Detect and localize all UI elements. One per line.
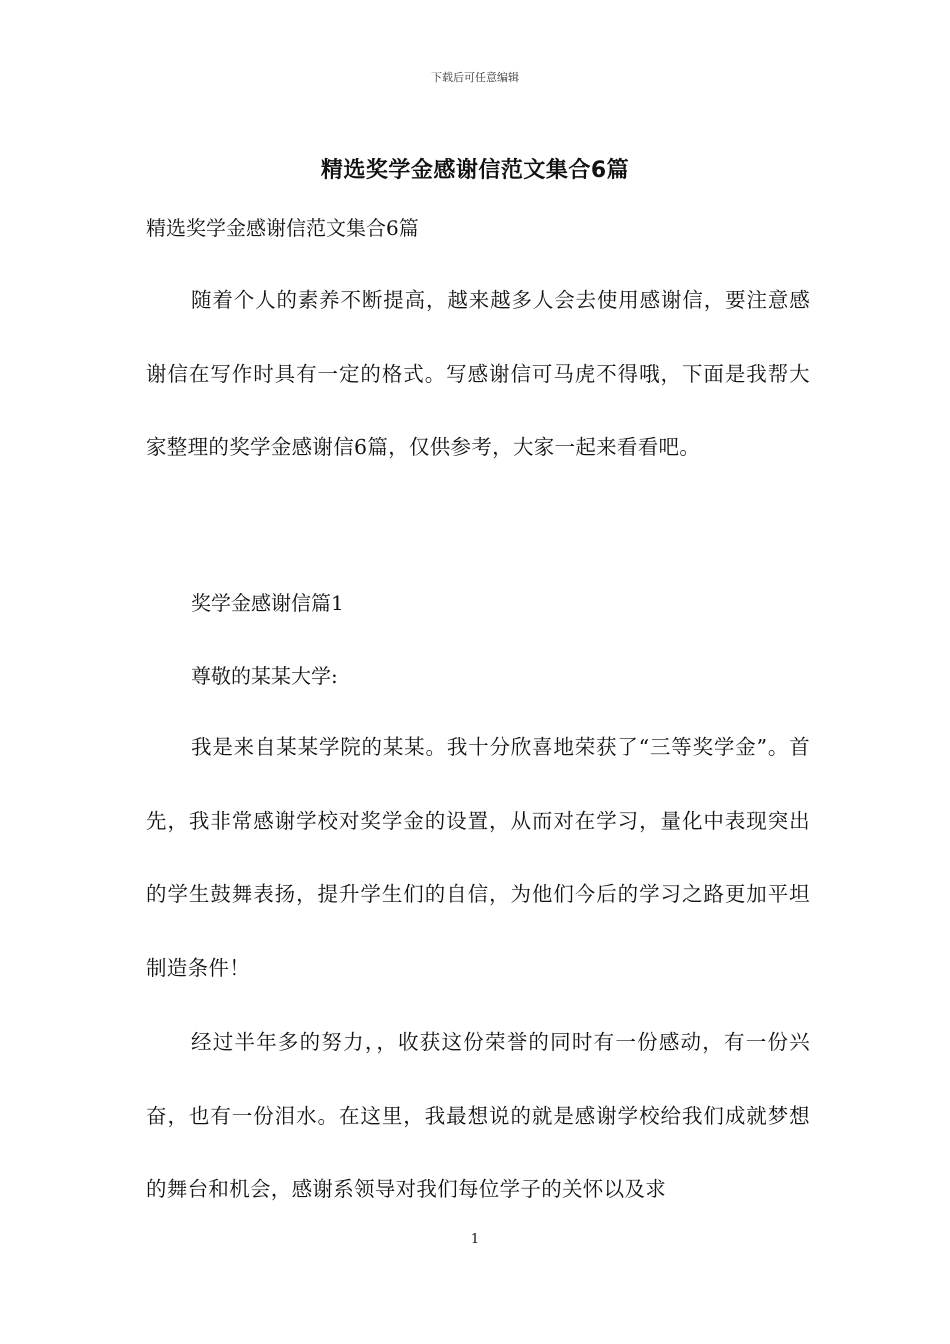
intro-paragraph: 随着个人的素养不断提高，越来越多人会去使用感谢信，要注意感谢信在写作时具有一定的格式。写感谢信可马虎不得哦，下面是我帮大家整理的奖学金感谢信6篇，仅供参考，大家一起来看看吧。 xyxy=(146,288,810,459)
salutation: 尊敬的某某大学: xyxy=(191,664,338,688)
body-paragraph-2: 经过半年多的努力，，收获这份荣誉的同时有一份感动，有一份兴奋，也有一份泪水。在这里，我最想说的就是感谢学校给我们成就梦想的舞台和机会，感谢系领导对我们每位学子的关怀以及求 xyxy=(146,1030,810,1201)
page-number: 1 xyxy=(470,1232,480,1247)
document-subtitle: 精选奖学金感谢信范文集合6篇 xyxy=(146,216,419,240)
section-heading: 奖学金感谢信篇1 xyxy=(191,591,344,615)
body-paragraph-1: 我是来自某某学院的某某。我十分欣喜地荣获了“三等奖学金”。首先，我非常感谢学校对奖学金的设置，从而对在学习，量化中表现突出的学生鼓舞表扬，提升学生们的自信，为他们今后的学习之路更加平坦制造条件！ xyxy=(146,735,810,980)
document-title: 精选奖学金感谢信范文集合6篇 xyxy=(320,158,630,183)
page-header-note: 下载后可任意编辑 xyxy=(431,71,519,84)
